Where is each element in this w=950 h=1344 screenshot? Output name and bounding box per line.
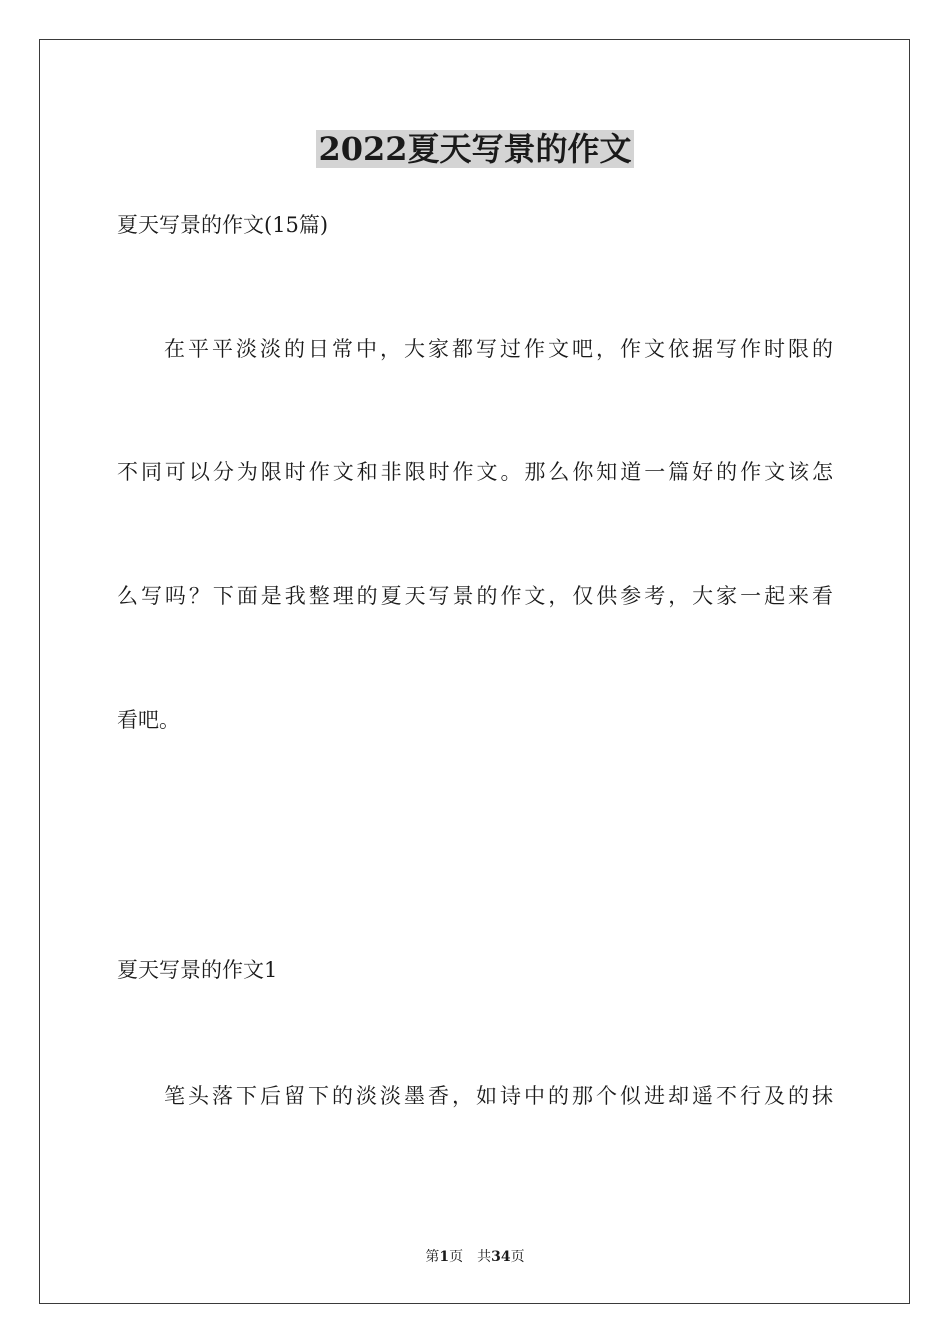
footer-total-pages: 34 bbox=[491, 1249, 511, 1265]
intro-line-3: 么写吗？下面是我整理的夏天写景的作文，仅供参考，大家一起来看 bbox=[117, 584, 833, 608]
footer-total-prefix: 共 bbox=[477, 1249, 492, 1265]
footer-page-number: 1 bbox=[439, 1249, 450, 1265]
section-heading: 夏天写景的作文1 bbox=[117, 958, 278, 982]
footer-total-suffix: 页 bbox=[510, 1249, 525, 1265]
intro-line-1: 在平平淡淡的日常中，大家都写过作文吧，作文依据写作时限的 bbox=[164, 337, 833, 361]
page-footer bbox=[0, 1247, 950, 1267]
document-subtitle: 夏天写景的作文(15篇) bbox=[117, 213, 329, 237]
document-title-text: 2022夏天写景的作文 bbox=[318, 130, 632, 168]
section-line-1: 笔头落下后留下的淡淡墨香，如诗中的那个似进却遥不行及的抹 bbox=[164, 1084, 833, 1108]
footer-page-prefix: 第 bbox=[425, 1249, 440, 1265]
intro-line-4: 看吧。 bbox=[117, 708, 180, 732]
intro-line-2: 不同可以分为限时作文和非限时作文。那么你知道一篇好的作文该怎 bbox=[117, 460, 833, 484]
document-title bbox=[0, 128, 950, 170]
footer-page-suffix: 页 bbox=[449, 1249, 464, 1265]
